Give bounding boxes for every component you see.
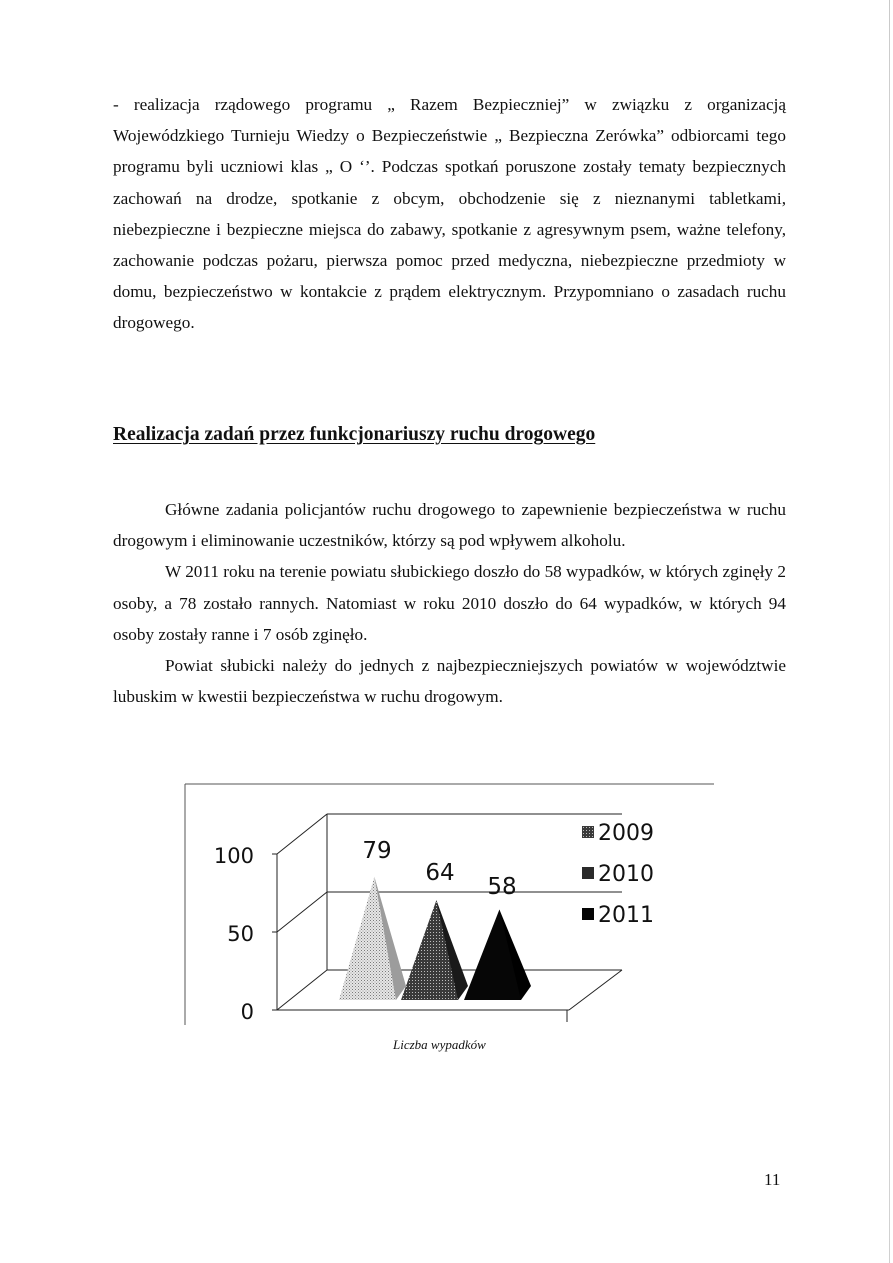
page-edge-line (889, 0, 890, 1263)
data-label-2009: 79 (362, 838, 392, 864)
chart-legend (582, 821, 654, 928)
legend-swatch-2010 (582, 867, 594, 879)
paragraph-tasks: Główne zadania policjantów ruchu drogowego to zapewnienie bezpieczeństwa w ruchu drogowym i eliminowanie uczestników, którzy są pod wpływem alkoholu. (113, 500, 786, 551)
data-label-2010: 64 (425, 860, 455, 886)
legend-label-2011: 2011 (598, 903, 654, 928)
accident-chart (184, 782, 724, 1027)
section-heading: Realizacja zadań przez funkcjonariuszy ruchu drogowego (113, 424, 596, 445)
data-label-2011: 58 (487, 874, 517, 900)
paragraph-program: - realizacja rządowego programu „ Razem Bezpieczniej” w związku z organizacją Wojewódzkiego Turnieju Wiedzy o Bezpieczeństwie „ Bezpieczna Zerówka” odbiorcami tego programu byli uczniowi klas „ O ‘’. Podczas spotkań poruszone zostały tematy bezpiecznych zachowań na drodze, spotkanie z obcym, obchodzenie się z nieznanymi tabletkami, niebezpieczne i bezpieczne miejsca do zabawy, spotkanie z agresywnym psem, ważne telefony, zachowanie podczas pożaru, pierwsza pomoc przed medyczna, niebezpieczne przedmioty w domu, bezpieczeństwo w kontakcie z prądem elektrycznym. Przypomniano o zasadach ruchu drogowego. (113, 95, 786, 333)
page-number: 11 (764, 1170, 781, 1189)
y-tick-label: 50 (227, 922, 254, 946)
paragraph-accidents: W 2011 roku na terenie powiatu słubickiego doszło do 58 wypadków, w których zginęły 2 osoby, a 78 zostało rannych. Natomiast w roku 2010 doszło do 64 wypadków, w których 94 osoby zostały ranne i 7 osób zginęło. (113, 562, 786, 644)
accident-chart-svg (184, 782, 724, 1027)
gridline-diagonal (277, 970, 327, 1010)
y-tick-label: 0 (240, 1000, 254, 1024)
floor-right-edge (569, 970, 622, 1010)
chart-ticks (214, 844, 277, 1024)
y-tick-label: 100 (213, 844, 254, 868)
gridline-diagonal (277, 892, 327, 932)
section-body (113, 494, 786, 712)
chart-labels (362, 838, 516, 900)
legend-label-2010: 2010 (598, 862, 654, 887)
legend-label-2009: 2009 (598, 821, 654, 846)
legend-swatch-2011 (582, 908, 594, 920)
gridline-diagonal (277, 814, 327, 854)
legend-swatch-2009 (582, 826, 594, 838)
paragraph-safety: Powiat słubicki należy do jednych z najbezpieczniejszych powiatów w województwie lubuskim w kwestii bezpieczeństwa w ruchu drogowym. (113, 656, 786, 707)
chart-caption: Liczba wypadków (393, 1037, 486, 1052)
